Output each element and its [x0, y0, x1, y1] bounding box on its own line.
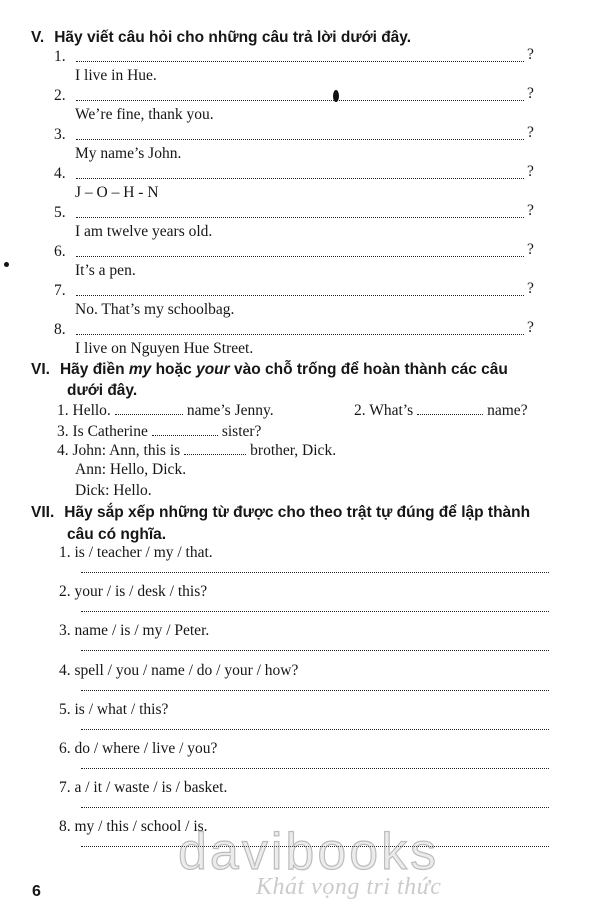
section-6-heading [31, 360, 508, 380]
given-answer: It’s a pen. [75, 262, 136, 279]
question-answer-line[interactable] [76, 100, 524, 101]
sentence-answer-line[interactable] [81, 768, 549, 769]
q3-prefix: 3. Is Catherine [57, 423, 148, 440]
given-answer: We’re fine, thank you. [75, 106, 214, 123]
question-mark: ? [527, 124, 534, 141]
section-7-heading [31, 503, 530, 523]
section-6-q2 [354, 402, 528, 420]
section-6-q4-line2: Ann: Hello, Dick. [75, 461, 187, 478]
question-mark: ? [527, 241, 534, 258]
sentence-answer-line[interactable] [81, 611, 549, 612]
q4-blank[interactable] [184, 444, 246, 455]
question-answer-line[interactable] [76, 256, 524, 257]
section-7-heading-line2: câu có nghĩa. [67, 526, 167, 543]
section-6-heading-line2: dưới đây. [67, 382, 138, 399]
word-list: 5. is / what / this? [59, 701, 169, 718]
sentence-answer-line[interactable] [81, 572, 549, 573]
word-list: 1. is / teacher / my / that. [59, 544, 213, 561]
q1-suffix: name’s Jenny. [186, 402, 274, 419]
question-number: 6. [54, 243, 66, 260]
section-6-title-a: Hãy điền [59, 361, 125, 378]
question-answer-line[interactable] [76, 139, 524, 140]
section-6-number: VI. [31, 361, 50, 378]
ink-blot [4, 262, 9, 267]
q4-suffix: brother, Dick. [250, 442, 337, 459]
section-7-number: VII. [31, 504, 55, 521]
section-6-word-my: my [128, 361, 152, 378]
section-6-q3 [57, 423, 261, 441]
question-mark: ? [527, 280, 534, 297]
given-answer: My name’s John. [75, 145, 182, 162]
section-6-q1 [57, 402, 274, 420]
question-number: 3. [54, 126, 66, 143]
word-list: 6. do / where / live / you? [59, 740, 218, 757]
ink-blot [333, 90, 339, 102]
question-answer-line[interactable] [76, 217, 524, 218]
given-answer: I live on Nguyen Hue Street. [75, 340, 254, 357]
section-5-title: Hãy viết câu hỏi cho những câu trả lời dưới đây. [54, 29, 412, 46]
sentence-answer-line[interactable] [81, 650, 549, 651]
given-answer: J – O – H - N [75, 184, 159, 201]
section-6-word-your: your [196, 361, 230, 378]
question-answer-line[interactable] [76, 178, 524, 179]
section-7-title-line1: Hãy sắp xếp những từ được cho theo trật tự đúng để lập thành [64, 504, 531, 521]
word-list: 2. your / is / desk / this? [59, 583, 208, 600]
question-number: 4. [54, 165, 66, 182]
question-answer-line[interactable] [76, 295, 524, 296]
question-mark: ? [527, 46, 534, 63]
q2-prefix: 2. What’s [354, 402, 414, 419]
section-6-title-b: hoặc [155, 361, 192, 378]
given-answer: I live in Hue. [75, 67, 157, 84]
question-number: 8. [54, 321, 66, 338]
q1-prefix: 1. Hello. [57, 402, 111, 419]
watermark-brand: davibooks [178, 823, 440, 881]
given-answer: No. That’s my schoolbag. [75, 301, 235, 318]
q2-blank[interactable] [417, 404, 483, 415]
q3-blank[interactable] [152, 425, 218, 436]
sentence-answer-line[interactable] [81, 729, 549, 730]
question-number: 2. [54, 87, 66, 104]
watermark-tagline: Khát vọng tri thức [256, 874, 442, 900]
q3-suffix: sister? [221, 423, 262, 440]
question-mark: ? [527, 319, 534, 336]
question-number: 7. [54, 282, 66, 299]
word-list: 4. spell / you / name / do / your / how? [59, 662, 299, 679]
q4-prefix: 4. John: Ann, this is [57, 442, 181, 459]
q1-blank[interactable] [115, 404, 183, 415]
word-list: 3. name / is / my / Peter. [59, 622, 210, 639]
section-5-heading [31, 28, 411, 48]
question-number: 5. [54, 204, 66, 221]
sentence-answer-line[interactable] [81, 690, 549, 691]
section-6-q4-line3: Dick: Hello. [75, 482, 152, 499]
given-answer: I am twelve years old. [75, 223, 213, 240]
question-mark: ? [527, 202, 534, 219]
sentence-answer-line[interactable] [81, 807, 549, 808]
word-list: 7. a / it / waste / is / basket. [59, 779, 228, 796]
page-number: 6 [32, 883, 41, 900]
section-6-title-c: vào chỗ trống để hoàn thành các câu [234, 361, 508, 378]
question-mark: ? [527, 85, 534, 102]
word-list: 8. my / this / school / is. [59, 818, 208, 835]
question-answer-line[interactable] [76, 61, 524, 62]
question-answer-line[interactable] [76, 334, 524, 335]
question-number: 1. [54, 48, 66, 65]
section-5-number: V. [31, 29, 45, 46]
question-mark: ? [527, 163, 534, 180]
section-6-q4 [57, 442, 336, 460]
q2-suffix: name? [487, 402, 528, 419]
